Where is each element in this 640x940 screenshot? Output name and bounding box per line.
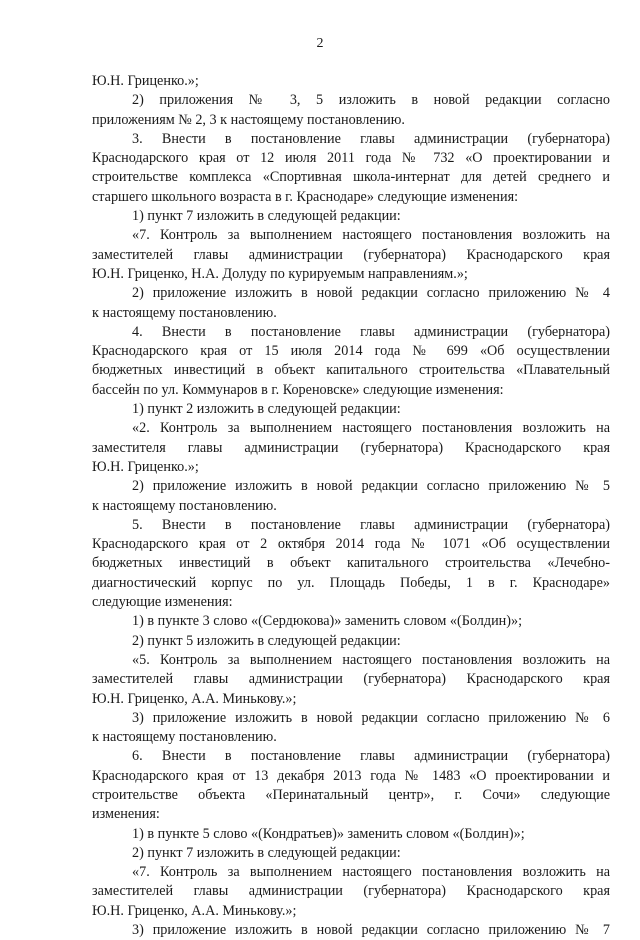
text-line: Ю.Н. Гриценко, А.А. Минькову.»; bbox=[92, 902, 297, 919]
text-line: к настоящему постановлению. bbox=[92, 304, 277, 321]
text-line: заместителей главы администрации (губернатора) Краснодарского края bbox=[92, 883, 610, 900]
text-line: 3) приложение изложить в новой редакции согласно приложению № 6 bbox=[132, 709, 610, 726]
text-line: Ю.Н. Гриценко.»; bbox=[92, 458, 199, 475]
text-line: Краснодарского края от 13 декабря 2013 года № 1483 «О проектировании и bbox=[92, 767, 610, 784]
text-line: строительстве объекта «Перинатальный центр», г. Сочи» следующие bbox=[92, 786, 610, 803]
text-line: заместителя главы администрации (губернатора) Краснодарского края bbox=[92, 439, 610, 456]
text-line: Краснодарского края от 12 июля 2011 года № 732 «О проектировании и bbox=[92, 150, 610, 167]
text-line: Ю.Н. Гриценко.»; bbox=[92, 73, 199, 89]
text-line: 1) пункт 2 изложить в следующей редакции: bbox=[132, 401, 401, 418]
text-line: строительстве комплекса «Спортивная школа-интернат для детей среднего и bbox=[92, 169, 610, 186]
text-line: 2) пункт 7 изложить в следующей редакции: bbox=[132, 844, 401, 861]
text-line: 2) приложение изложить в новой редакции согласно приложению № 5 bbox=[132, 478, 610, 495]
text-line: 5. Внести в постановление главы администрации (губернатора) bbox=[132, 516, 610, 533]
text-line: 2) приложение изложить в новой редакции согласно приложению № 4 bbox=[132, 285, 610, 302]
text-line: бюджетных инвестиций в объект капитального строительства «Плавательный bbox=[92, 362, 610, 379]
text-line: Ю.Н. Гриценко, А.А. Минькову.»; bbox=[92, 690, 297, 707]
text-line: 3) приложение изложить в новой редакции согласно приложению № 7 bbox=[132, 922, 610, 939]
text-line: 2) пункт 5 изложить в следующей редакции: bbox=[132, 632, 401, 649]
text-line: приложениям № 2, 3 к настоящему постановлению. bbox=[92, 111, 405, 128]
text-line: Краснодарского края от 2 октября 2014 года № 1071 «Об осуществлении bbox=[92, 536, 610, 553]
text-line: к настоящему постановлению. bbox=[92, 729, 277, 746]
page-number: 2 bbox=[316, 36, 324, 51]
text-line: «7. Контроль за выполнением настоящего постановления возложить на bbox=[132, 864, 610, 881]
text-line: заместителей главы администрации (губернатора) Краснодарского края bbox=[92, 246, 610, 263]
text-line: Краснодарского края от 15 июля 2014 года № 699 «Об осуществлении bbox=[92, 343, 610, 360]
text-line: 3. Внести в постановление главы администрации (губернатора) bbox=[132, 130, 610, 147]
text-line: 1) в пункте 3 слово «(Сердюкова)» заменить словом «(Болдин)»; bbox=[132, 613, 523, 630]
text-line: «2. Контроль за выполнением настоящего постановления возложить на bbox=[132, 420, 610, 437]
document-body bbox=[92, 72, 610, 940]
text-line: 6. Внести в постановление главы администрации (губернатора) bbox=[132, 748, 610, 765]
text-line: «7. Контроль за выполнением настоящего постановления возложить на bbox=[132, 227, 610, 244]
text-line: 1) в пункте 5 слово «(Кондратьев)» заменить словом «(Болдин)»; bbox=[132, 825, 525, 842]
text-line: следующие изменения: bbox=[92, 594, 233, 611]
text-line: 2) приложения № 3, 5 изложить в новой редакции согласно bbox=[132, 92, 610, 109]
text-line: диагностический корпус по ул. Площадь Победы, 1 в г. Краснодаре» bbox=[92, 574, 610, 591]
text-line: 4. Внести в постановление главы администрации (губернатора) bbox=[132, 323, 610, 340]
text-line: Ю.Н. Гриценко, Н.А. Долуду по курируемым направлениям.»; bbox=[92, 265, 468, 282]
text-line: бассейн по ул. Коммунаров в г. Кореновске» следующие изменения: bbox=[92, 381, 504, 398]
text-line: старшего школьного возраста в г. Краснодаре» следующие изменения: bbox=[92, 188, 519, 205]
text-line: «5. Контроль за выполнением настоящего постановления возложить на bbox=[132, 651, 610, 668]
text-line: заместителей главы администрации (губернатора) Краснодарского края bbox=[92, 671, 610, 688]
text-line: 1) пункт 7 изложить в следующей редакции: bbox=[132, 208, 401, 225]
text-line: изменения: bbox=[92, 806, 160, 823]
text-line: бюджетных инвестиций в объект капитального строительства «Лечебно- bbox=[92, 555, 610, 572]
text-line: к настоящему постановлению. bbox=[92, 497, 277, 514]
